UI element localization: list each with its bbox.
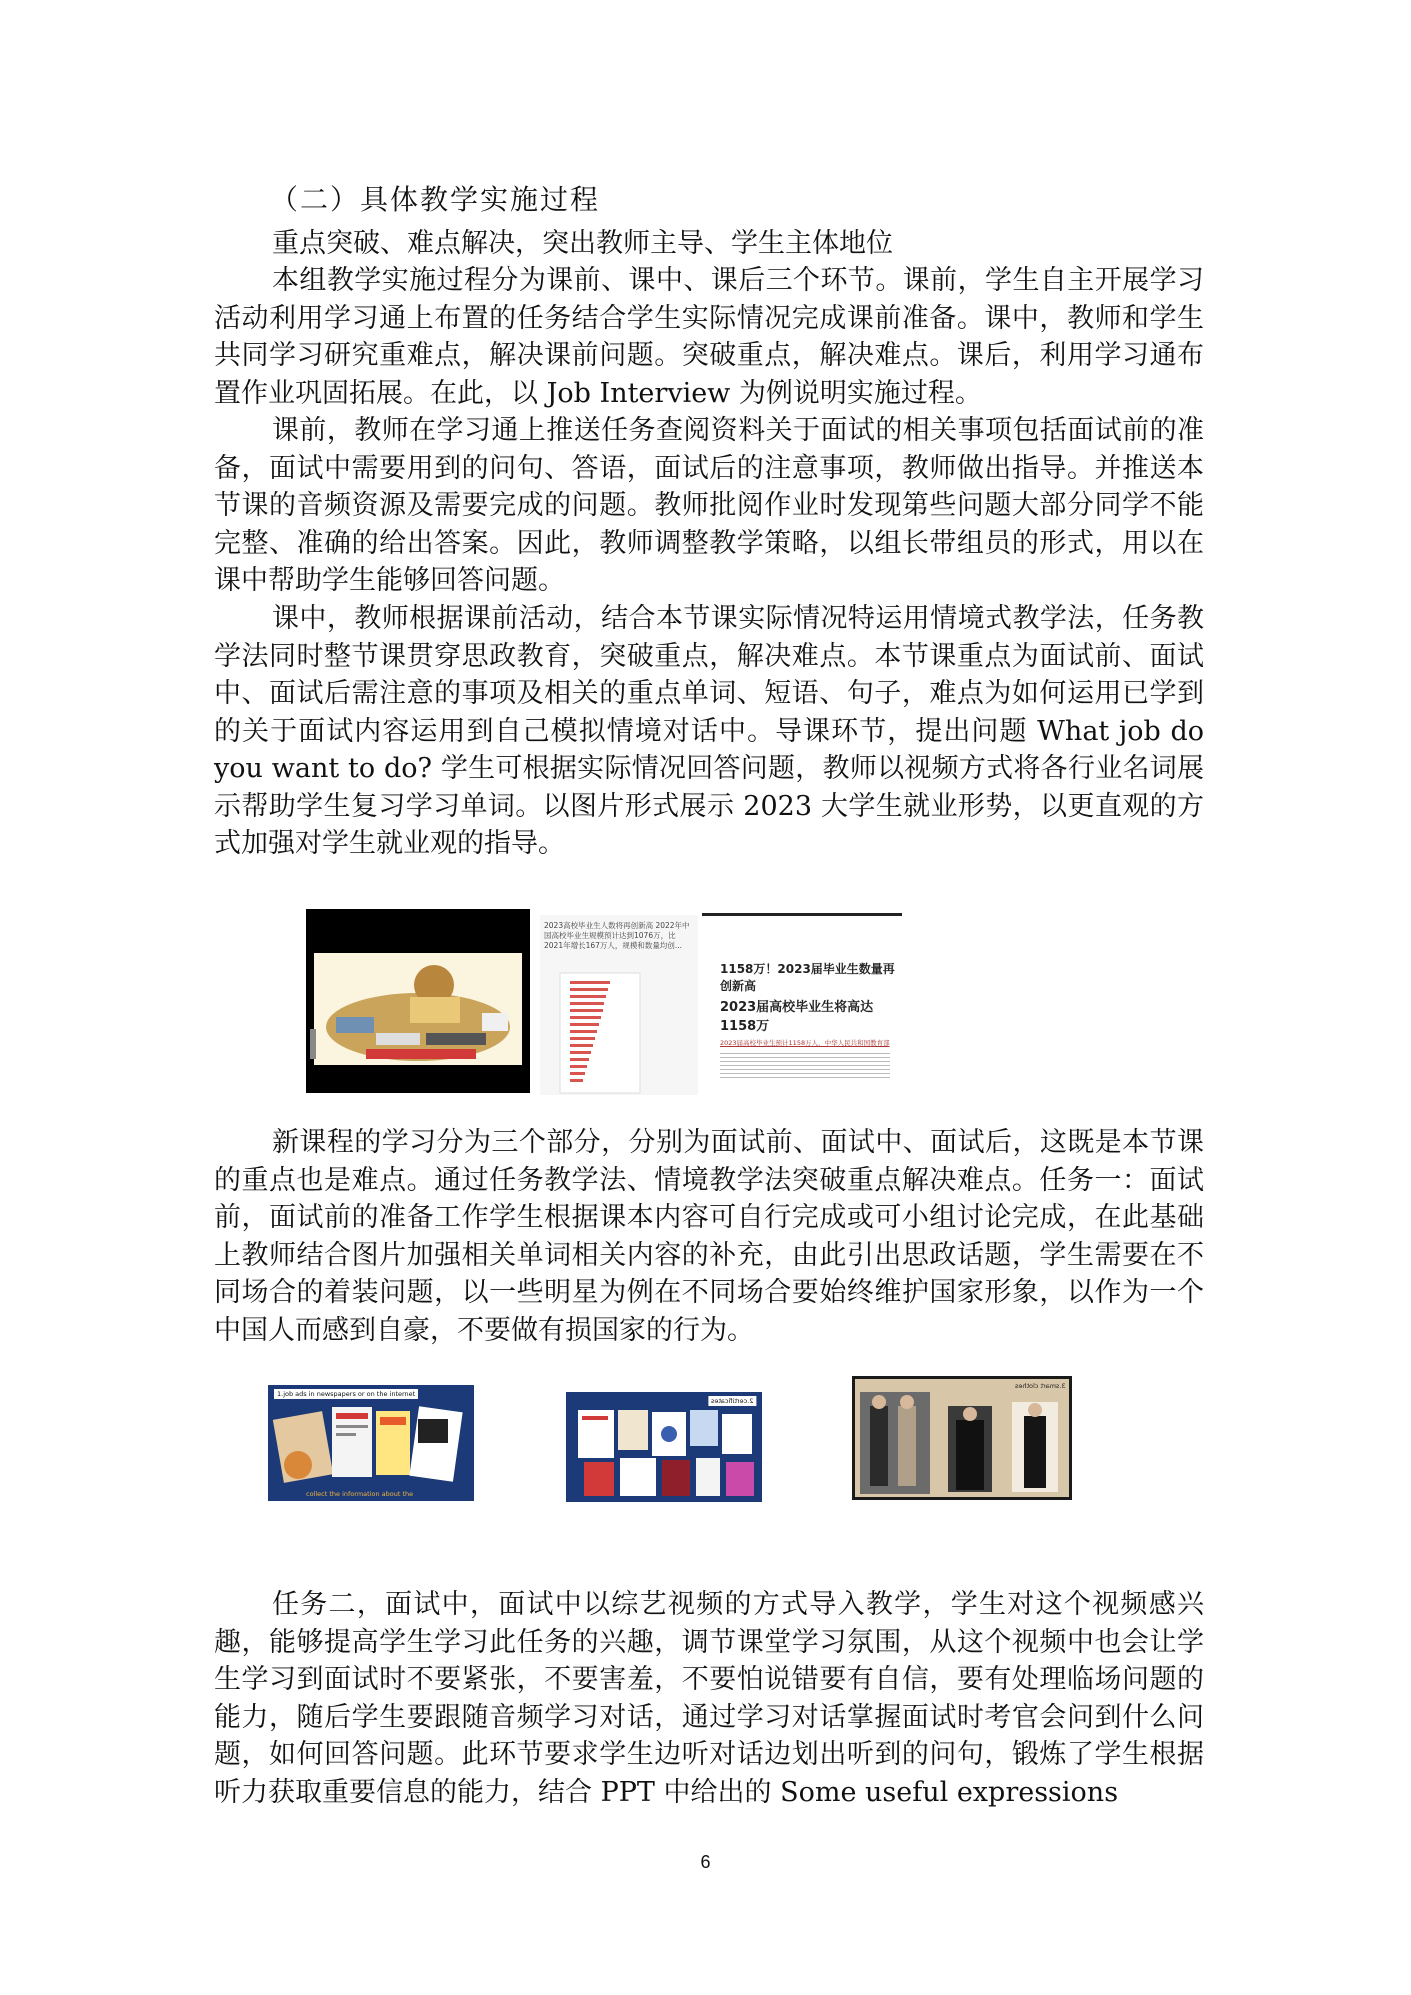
paragraph-4: 课中，教师根据课前活动，结合本节课实际情况特运用情境式教学法，任务教学法同时整节课贯穿思政教育，突破重点，解决难点。本节课重点为面试前、面试中、面试后需注意的事项及相关的重点单词、短语、句子，难点为如何运用已学到的关于面试内容运用到自己模拟情境对话中。导课环节，提出问题 What job do you want to do? 学生可根据实际情况回答问题，教师以视频方式将各行业名词展示帮助学生复习学习单词。以图片形式展示 2023 大学生就业形势，以更直观的方式加强对学生就业观的指导。 (214, 603, 1204, 859)
paragraph-5: 新课程的学习分为三个部分，分别为面试前、面试中、面试后，这既是本节课的重点也是难点。通过任务教学法、情境教学法突破重点解决难点。任务一：面试前，面试前的准备工作学生根据课本内容可自行完成或可小组讨论完成，在此基础上教师结合图片加强相关单词相关内容的补充，由此引出思政话题，学生需要在不同场合的着装问题，以一些明星为例在不同场合要始终维护国家形象，以作为一个中国人而感到自豪，不要做有损国家的行为。 (214, 1127, 1204, 1346)
illustration-desk-image (306, 909, 530, 1093)
paragraph-1: 重点突破、难点解决，突出教师主导、学生主体地位 (272, 228, 893, 259)
job-ads-slide (268, 1385, 474, 1501)
people-photos-icon (852, 1376, 1072, 1500)
chart-caption: 2023高校毕业生人数将再创新高 2022年中国高校毕业生规模预计达到1076万，比2021年增长167万人，规模和数量均创... (544, 921, 690, 950)
smart-clothes-slide (852, 1376, 1072, 1500)
page-number: 6 (700, 1852, 711, 1872)
news-small-text: 2023届高校毕业生预计1158万人，中华人民共和国教育部 (720, 1039, 890, 1047)
newspaper-collage-icon (268, 1385, 474, 1501)
paragraph-6: 任务二，面试中，面试中以综艺视频的方式导入教学，学生对这个视频感兴趣，能够提高学生学习此任务的兴趣，调节课堂学习氛围，从这个视频中也会让学生学习到面试时不要紧张，不要害羞，不要怕说错要有自信，要有处理临场问题的能力，随后学生要跟随音频学习对话，通过学习对话掌握面试时考官会问到什么问题，如何回答问题。此环节要求学生边听对话边划出听到的问句，锻炼了学生根据听力获取重要信息的能力，结合 PPT 中给出的 Some useful expressions (214, 1589, 1204, 1808)
section-heading: （二）具体教学实施过程 (270, 183, 601, 216)
graduate-statistics-chart (540, 915, 698, 1095)
bar-chart-icon (540, 915, 698, 1095)
news-screenshot-image (702, 913, 902, 1098)
paragraph-2: 本组教学实施过程分为课前、课中、课后三个环节。课前，学生自主开展学习活动利用学习通上布置的任务结合学生实际情况完成课前准备。课中，教师和学生共同学习研究重难点，解决课前问题。突破重点，解决难点。课后，利用学习通布置作业巩固拓展。在此，以 Job Interview 为例说明实施过程。 (214, 265, 1204, 409)
slide-1-title: 1.job ads in newspapers or on the internet (274, 1389, 418, 1399)
news-body-lines (720, 1050, 890, 1080)
news-title-2: 2023届高校毕业生将高达1158万 (720, 1000, 874, 1034)
certificates-slide (566, 1392, 762, 1502)
news-title-1: 1158万！2023届毕业生数量再创新高 (720, 962, 895, 993)
slide-2-title: 2.certificates (708, 1396, 756, 1406)
desk-illustration-icon (306, 909, 530, 1093)
slide-3-title: 3.smart clothes (1015, 1382, 1066, 1390)
certificates-collage-icon (566, 1392, 762, 1502)
paragraph-3: 课前，教师在学习通上推送任务查阅资料关于面试的相关事项包括面试前的准备，面试中需要用到的问句、答语，面试后的注意事项，教师做出指导。并推送本节课的音频资源及需要完成的问题。教师批阅作业时发现第些问题大部分同学不能完整、准确的给出答案。因此，教师调整教学策略，以组长带组员的形式，用以在课中帮助学生能够回答问题。 (214, 415, 1204, 596)
slide-1-footer: collect the information about the (306, 1490, 414, 1498)
